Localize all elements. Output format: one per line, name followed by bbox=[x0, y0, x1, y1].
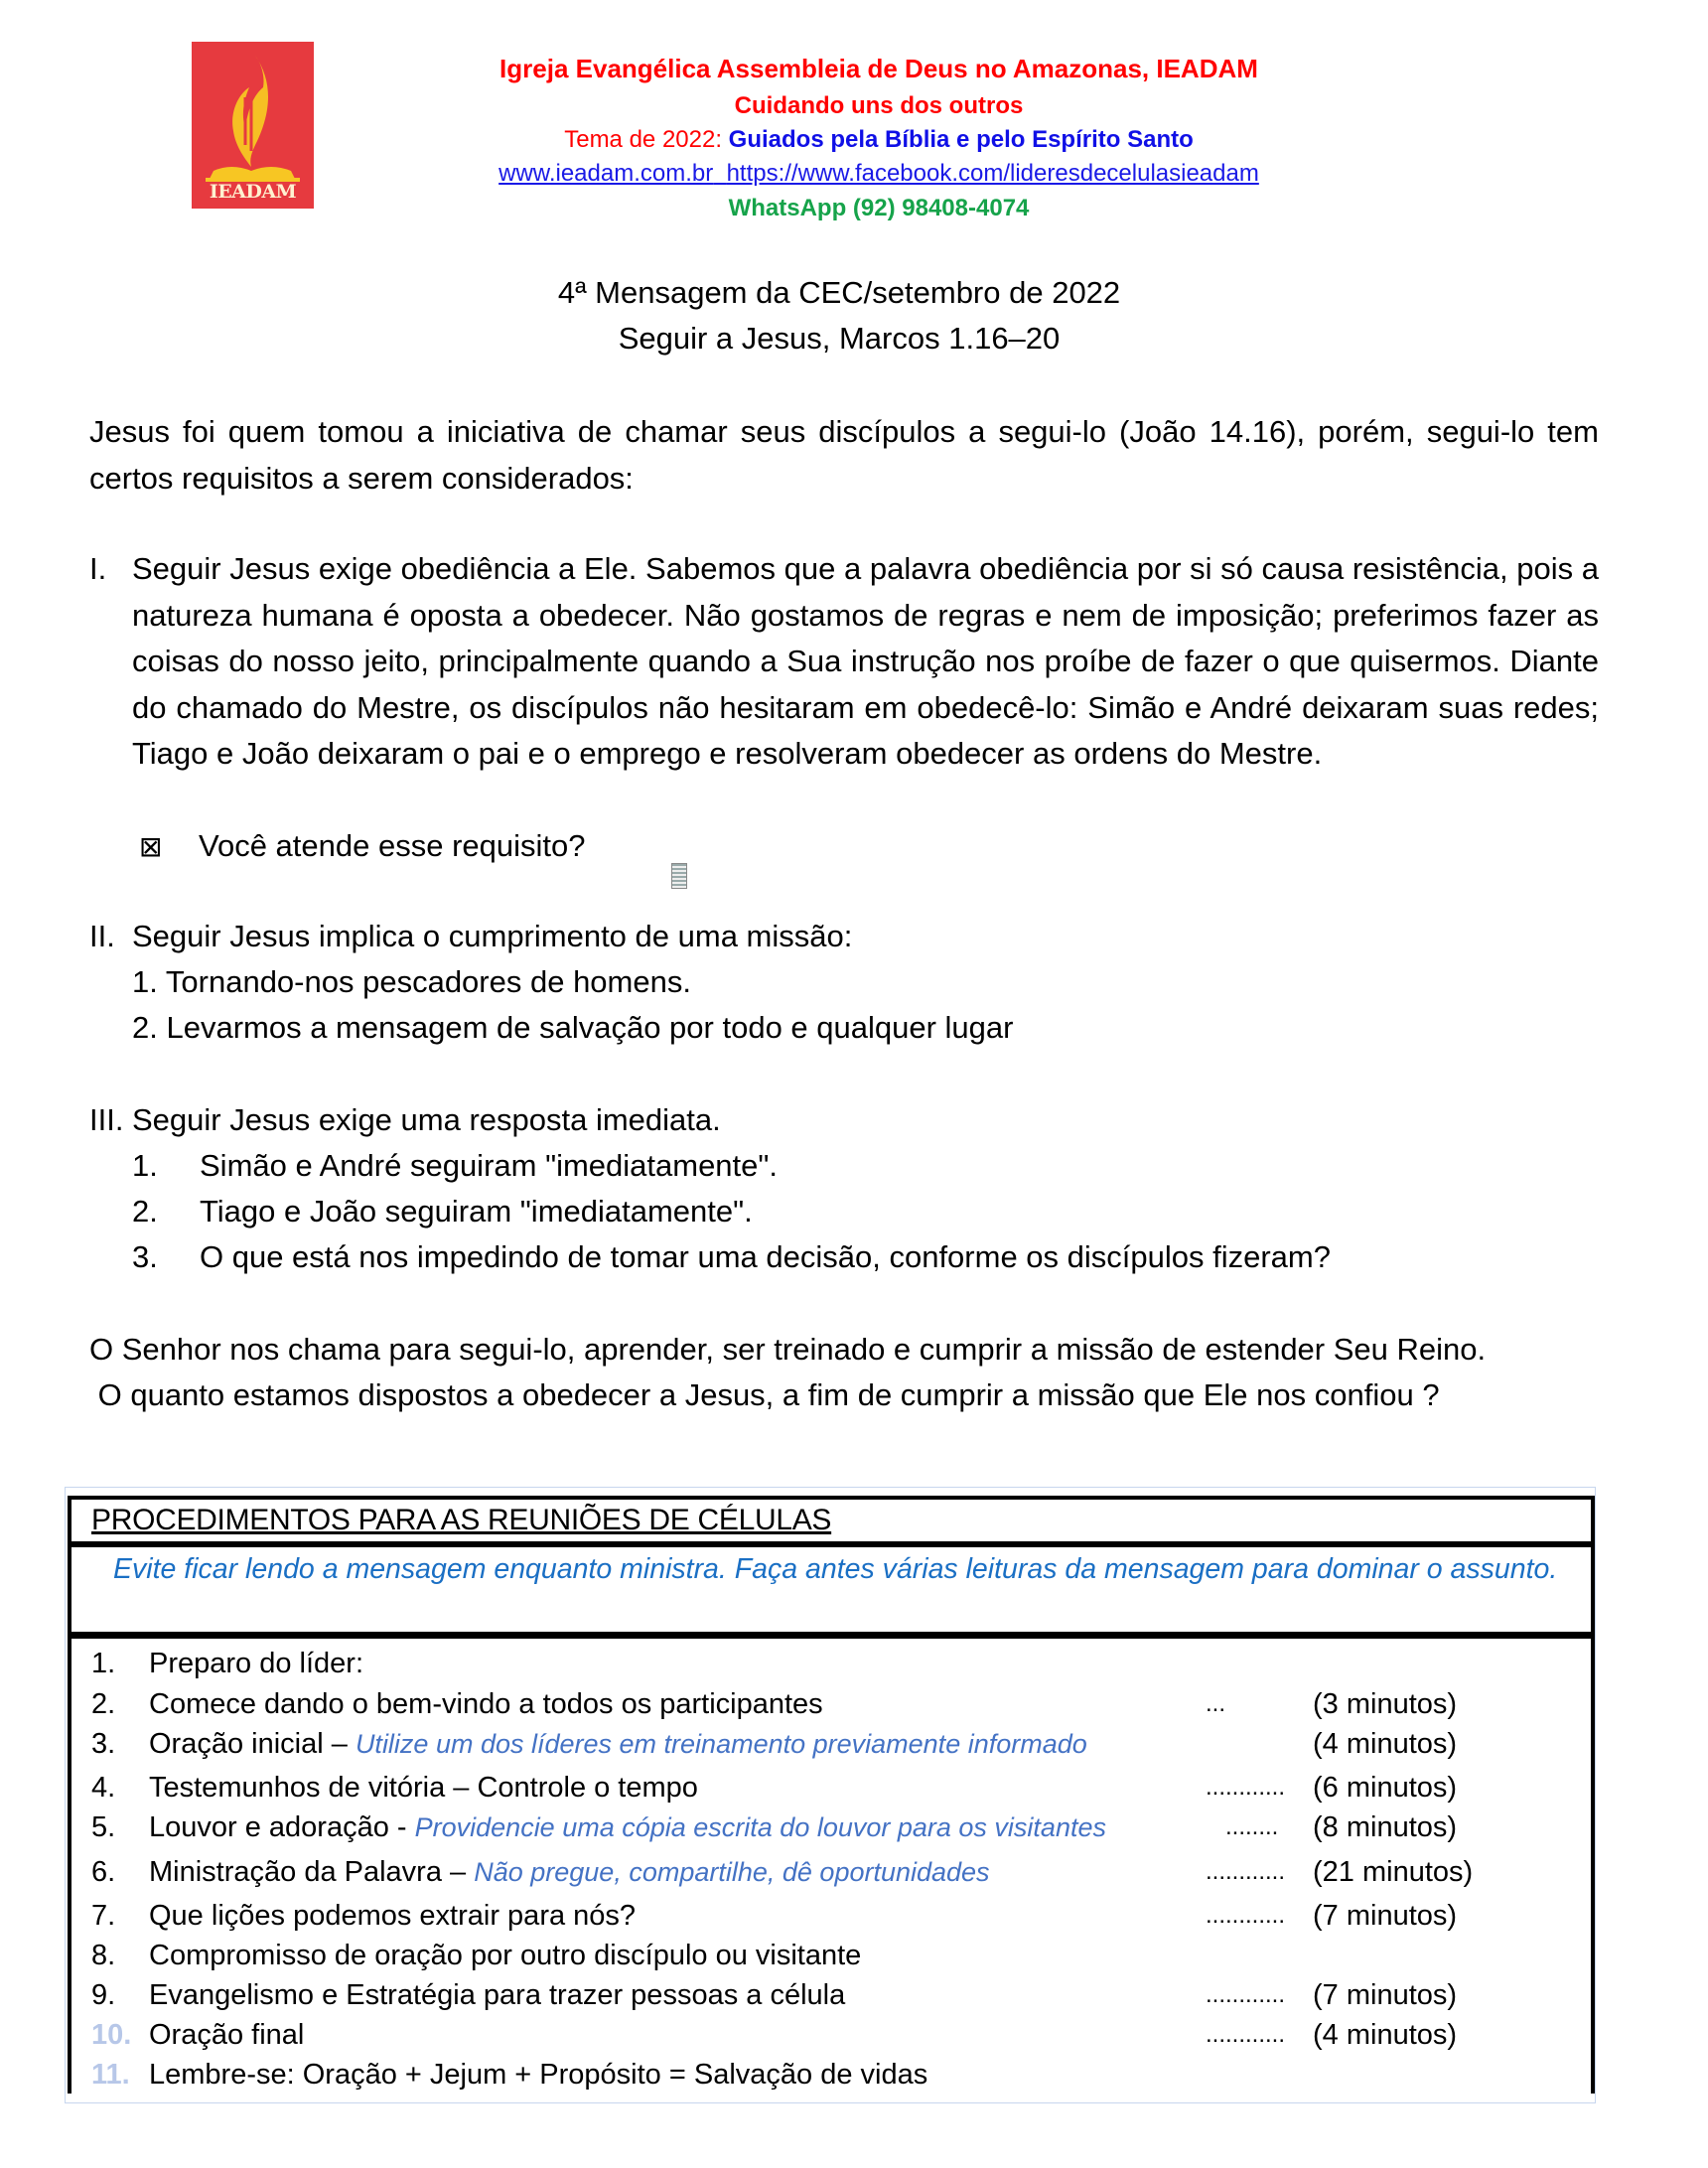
procedure-item bbox=[71, 2055, 1591, 2095]
embedded-object-icon bbox=[671, 863, 687, 889]
section-2-item: 2. Levarmos a mensagem de salvação por todo e qualquer lugar bbox=[132, 1010, 1014, 1045]
theme-value: Guiados pela Bíblia e pelo Espírito Santo bbox=[728, 126, 1194, 153]
section-3-item-num: 2. bbox=[132, 1194, 158, 1229]
procedure-text: Evangelismo e Estratégia para trazer pessoas a célula bbox=[149, 1979, 846, 2011]
procedure-text bbox=[149, 1724, 1087, 1764]
procedure-num: 1. bbox=[91, 1648, 116, 1679]
procedure-num: 3. bbox=[91, 1728, 116, 1760]
intro-paragraph: Jesus foi quem tomou a iniciativa de chamar seus discípulos a segui-lo (João 14.16), porém, segui-lo tem certos requisitos a serem considerados: bbox=[89, 414, 1599, 496]
section-3-item: O que está nos impedindo de tomar uma decisão, conforme os discípulos fizeram? bbox=[200, 1239, 1331, 1274]
procedure-text: Compromisso de oração por outro discípulo ou visitante bbox=[149, 1940, 862, 1971]
section-3-numeral: III. bbox=[89, 1102, 124, 1137]
procedure-num: 8. bbox=[91, 1940, 116, 1971]
procedure-minutes: (3 minutos) bbox=[1313, 1688, 1458, 1720]
church-name: Igreja Evangélica Assembleia de Deus no Amazonas, IEADAM bbox=[499, 54, 1258, 83]
procedure-dots: ........ bbox=[1225, 1813, 1279, 1840]
procedure-item bbox=[71, 1684, 1591, 1724]
checkbox-bullet-icon: ⊠ bbox=[139, 831, 163, 862]
procedure-minutes: (21 minutos) bbox=[1313, 1856, 1474, 1888]
procedure-num: 5. bbox=[91, 1811, 116, 1843]
procedure-dots: ............ bbox=[1206, 1774, 1286, 1801]
procedure-item bbox=[71, 1975, 1591, 2015]
procedure-item bbox=[71, 1807, 1591, 1847]
procedure-item bbox=[71, 1724, 1591, 1764]
procedure-minutes: (4 minutos) bbox=[1313, 1728, 1458, 1760]
links-line bbox=[377, 157, 1380, 191]
procedure-text: Comece dando o bem-vindo a todos os participantes bbox=[149, 1688, 823, 1720]
whatsapp-contact: WhatsApp (92) 98408-4074 bbox=[728, 195, 1030, 221]
procedure-num: 9. bbox=[91, 1979, 116, 2011]
section-1-question: Você atende esse requisito? bbox=[199, 828, 586, 863]
section-2-item: 1. Tornando-nos pescadores de homens. bbox=[132, 964, 691, 999]
procedure-num: 11. bbox=[91, 2059, 130, 2091]
procedure-minutes: (4 minutos) bbox=[1313, 2019, 1458, 2051]
section-2-numeral: II. bbox=[89, 919, 115, 953]
procedure-text: Que lições podemos extrair para nós? bbox=[149, 1900, 637, 1932]
procedure-label: Oração inicial – bbox=[149, 1728, 356, 1760]
procedure-note: Providencie uma cópia escrita do louvor para os visitantes bbox=[414, 1812, 1106, 1842]
procedure-minutes: (6 minutos) bbox=[1313, 1772, 1458, 1804]
procedure-text: Testemunhos de vitória – Controle o tempo bbox=[149, 1772, 698, 1804]
section-3-item-num: 1. bbox=[132, 1148, 158, 1183]
procedure-dots: ............ bbox=[1206, 1981, 1286, 2008]
section-1-numeral: I. bbox=[89, 551, 107, 586]
procedure-item bbox=[71, 1768, 1591, 1807]
procedure-text: Lembre-se: Oração + Jejum + Propósito = Salvação de vidas bbox=[149, 2059, 928, 2091]
theme-label: Tema de 2022: bbox=[564, 126, 729, 153]
procedure-dots: ... bbox=[1206, 1690, 1226, 1717]
procedure-label: Ministração da Palavra – bbox=[149, 1856, 475, 1888]
procedure-item bbox=[71, 1896, 1591, 1936]
procedure-minutes: (7 minutos) bbox=[1313, 1979, 1458, 2011]
procedure-num: 4. bbox=[91, 1772, 116, 1804]
procedure-text: Oração final bbox=[149, 2019, 305, 2051]
section-1-text: Seguir Jesus exige obediência a Ele. Sabemos que a palavra obediência por si só causa resistência, pois a natureza humana é oposta a obedecer. Não gostamos de regras e nem de imposição; preferimos fazer as coisas do nosso jeito, principalmente quando a Sua instrução nos proíbe de fazer o que quisermos. Diante do chamado do Mestre, os discípulos não hesitaram em obedecê-lo: Simão e André deixaram suas redes; Tiago e João deixaram o pai e o emprego e resolveram obedecer as ordens do Mestre. bbox=[132, 551, 1599, 771]
section-3-item-num: 3. bbox=[132, 1239, 158, 1274]
section-2-text: Seguir Jesus implica o cumprimento de uma missão: bbox=[132, 919, 853, 953]
procedure-text: Preparo do líder: bbox=[149, 1648, 364, 1679]
procedure-dots: ............ bbox=[1206, 1858, 1286, 1885]
procedure-item bbox=[71, 1644, 1591, 1683]
procedure-item bbox=[71, 2015, 1591, 2055]
closing-line-1: O Senhor nos chama para segui-lo, aprender, ser treinado e cumprir a missão de estender Seu Reino. bbox=[89, 1332, 1487, 1367]
procedure-minutes: (8 minutos) bbox=[1313, 1811, 1458, 1843]
procedure-note: Não pregue, compartilhe, dê oportunidades bbox=[474, 1857, 990, 1887]
procedures-list bbox=[68, 1639, 1595, 2094]
procedures-note-row bbox=[68, 1547, 1595, 1639]
link-spacer bbox=[713, 160, 726, 187]
theme-line bbox=[377, 123, 1380, 157]
section-3-text: Seguir Jesus exige uma resposta imediata. bbox=[132, 1102, 721, 1137]
logo-text: IEADAM bbox=[209, 181, 297, 203]
procedure-dots: ............ bbox=[1206, 2021, 1286, 2048]
procedure-item bbox=[71, 1936, 1591, 1975]
procedures-title: PROCEDIMENTOS PARA AS REUNIÕES DE CÉLULAS bbox=[91, 1504, 832, 1536]
church-motto: Cuidando uns dos outros bbox=[734, 92, 1024, 119]
message-title: 4ª Mensagem da CEC/setembro de 2022 bbox=[557, 275, 1121, 310]
procedure-dots: ............ bbox=[1206, 1902, 1286, 1929]
procedures-note: Evite ficar lendo a mensagem enquanto ministra. Faça antes várias leituras da mensagem para dominar o assunto. bbox=[113, 1553, 1558, 1585]
procedure-num: 10. bbox=[91, 2019, 132, 2051]
section-3-item: Tiago e João seguiram "imediatamente". bbox=[200, 1194, 753, 1229]
procedure-num: 2. bbox=[91, 1688, 116, 1720]
procedure-minutes: (7 minutos) bbox=[1313, 1900, 1458, 1932]
website-link[interactable]: www.ieadam.com.br bbox=[498, 160, 714, 187]
message-subtitle: Seguir a Jesus, Marcos 1.16–20 bbox=[618, 321, 1061, 356]
procedure-num: 7. bbox=[91, 1900, 116, 1932]
facebook-link[interactable]: https://www.facebook.com/lideresdecelulasieadam bbox=[726, 160, 1259, 187]
procedure-label: Louvor e adoração - bbox=[149, 1811, 415, 1843]
procedure-note: Utilize um dos líderes em treinamento previamente informado bbox=[355, 1729, 1087, 1759]
procedure-text bbox=[149, 1852, 990, 1892]
section-3-item: Simão e André seguiram "imediatamente". bbox=[200, 1148, 779, 1183]
ieadam-logo bbox=[192, 42, 314, 209]
procedure-num: 6. bbox=[91, 1856, 116, 1888]
procedure-text bbox=[149, 1807, 1106, 1847]
closing-line-2: O quanto estamos dispostos a obedecer a Jesus, a fim de cumprir a missão que Ele nos confiou ? bbox=[89, 1377, 1440, 1412]
procedure-item bbox=[71, 1852, 1591, 1892]
procedures-header bbox=[68, 1496, 1595, 1547]
